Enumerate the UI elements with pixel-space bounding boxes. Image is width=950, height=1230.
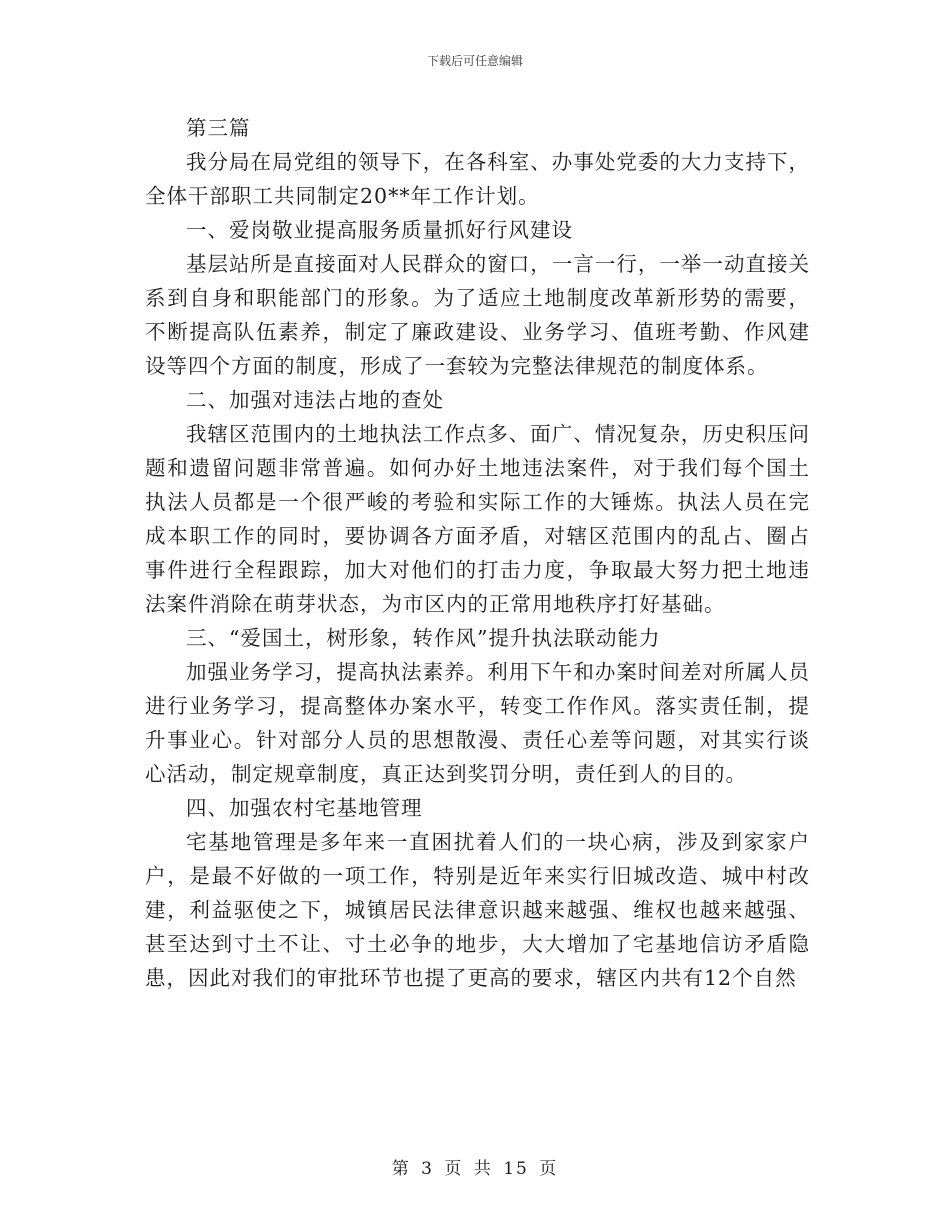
document-body xyxy=(145,111,810,995)
section-body-4: 宅基地管理是多年来一直困扰着人们的一块心病，涉及到家家户户，是最不好做的一项工作，特别是近年来实行旧城改造、城中村改建，利益驱使之下，城镇居民法律意识越来越强、维权也越来越强、甚至达到寸土不让、寸土必争的地步，大大增加了宅基地信访矛盾隐患，因此对我们的审批环节也提了更高的要求，辖区内共有12个自然 xyxy=(145,830,810,990)
section-heading-1: 一、爱岗敬业提高服务质量抓好行风建设 xyxy=(186,218,573,242)
section-body-3: 加强业务学习，提高执法素养。利用下午和办案时间差对所属人员进行业务学习，提高整体办案水平，转变工作作风。落实责任制，提升事业心。针对部分人员的思想散漫、责任心差等问题，对其实行谈心活动，制定规章制度，真正达到奖罚分明，责任到人的目的。 xyxy=(145,660,810,786)
page-number-footer: 第 3 页 共 15 页 xyxy=(391,1159,559,1179)
intro-paragraph: 我分局在局党组的领导下，在各科室、办事处党委的大力支持下，全体干部职工共同制定20**年工作计划。 xyxy=(145,150,810,208)
section-body-1: 基层站所是直接面对人民群众的窗口，一言一行，一举一动直接关系到自身和职能部门的形象。为了适应土地制度改革新形势的需要，不断提高队伍素养，制定了廉政建设、业务学习、值班考勤、作风建设等四个方面的制度，形成了一套较为完整法律规范的制度体系。 xyxy=(145,252,810,378)
section-heading-2: 二、加强对违法占地的查处 xyxy=(186,388,444,412)
document-title: 第三篇 xyxy=(186,116,251,140)
section-body-2: 我辖区范围内的土地执法工作点多、面广、情况复杂，历史积压问题和遗留问题非常普遍。如何办好土地违法案件，对于我们每个国土执法人员都是一个很严峻的考验和实际工作的大锤炼。执法人员在完成本职工作的同时，要协调各方面矛盾，对辖区范围内的乱占、圈占事件进行全程跟踪，加大对他们的打击力度，争取最大努力把土地违法案件消除在萌芽状态，为市区内的正常用地秩序打好基础。 xyxy=(145,422,810,616)
section-heading-4: 四、加强农村宅基地管理 xyxy=(186,796,423,820)
section-heading-3: 三、“爱国土，树形象，转作风”提升执法联动能力 xyxy=(186,626,661,650)
page-header: 下载后可任意编辑 xyxy=(426,54,523,68)
